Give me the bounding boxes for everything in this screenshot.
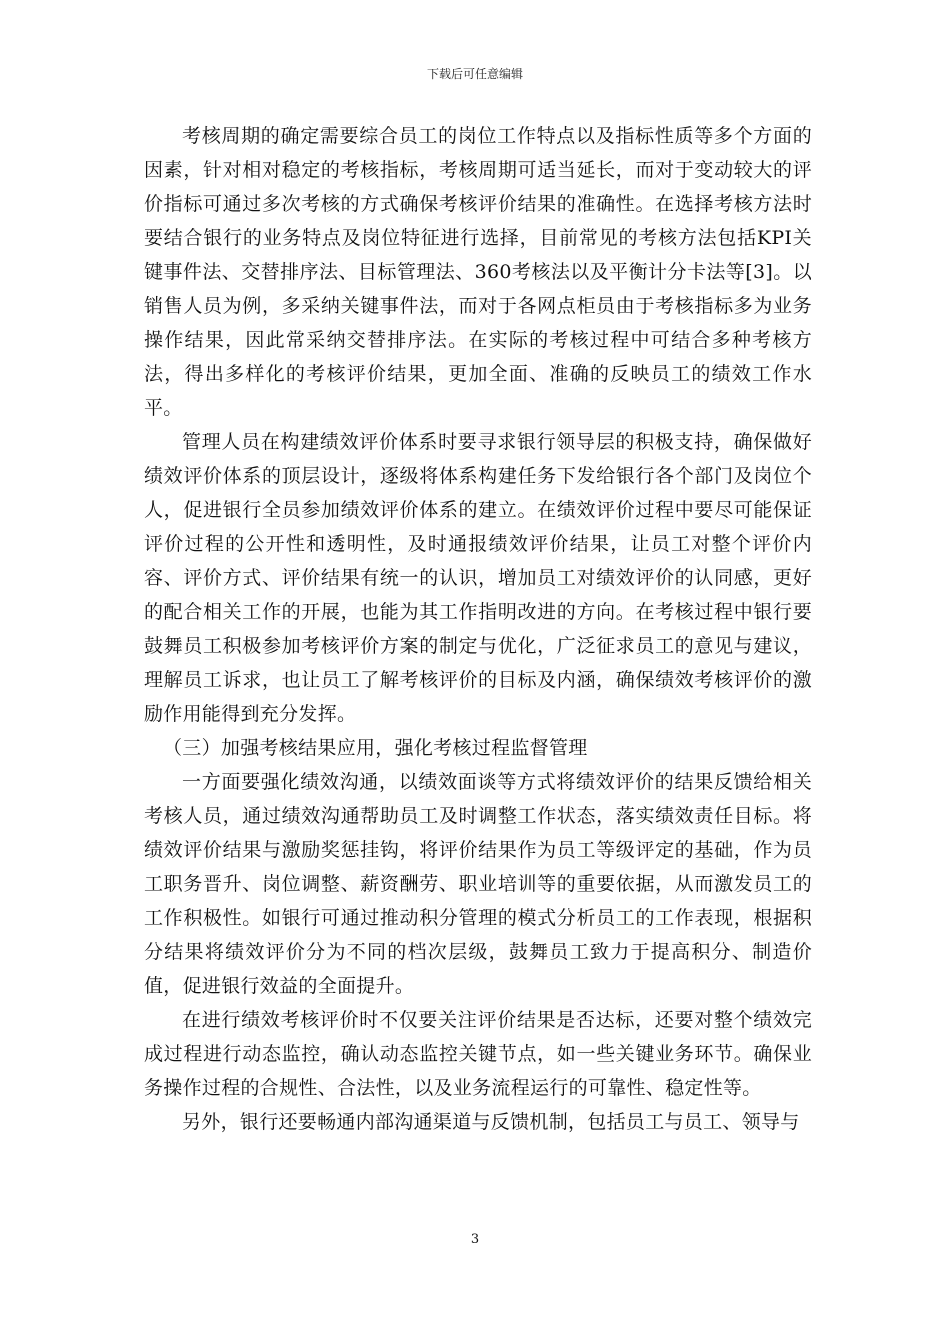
- page-number: 3: [470, 1232, 480, 1247]
- paragraph-performance-communication: 一方面要强化绩效沟通，以绩效面谈等方式将绩效评价的结果反馈给相关考核人员，通过绩效沟通帮助员工及时调整工作状态，落实绩效责任目标。将绩效评价结果与激励奖惩挂钩，将评价结果作为员工等级评定的基础，作为员工职务晋升、岗位调整、薪资酬劳、职业培训等的重要依据，从而激发员工的工作积极性。如银行可通过推动积分管理的模式分析员工的工作表现，根据积分结果将绩效评价分为不同的档次层级，鼓舞员工致力于提高积分、制造价值，促进银行效益的全面提升。: [144, 771, 812, 997]
- paragraph-feedback-mechanism: 另外，银行还要畅通内部沟通渠道与反馈机制，包括员工与员工、领导与: [182, 1111, 800, 1133]
- page-body: [144, 119, 812, 1139]
- page-header: 下载后可任意编辑: [426, 67, 523, 81]
- paragraph-assessment-cycle: 考核周期的确定需要综合员工的岗位工作特点以及指标性质等多个方面的因素，针对相对稳定的考核指标，考核周期可适当延长，而对于变动较大的评价指标可通过多次考核的方式确保考核评价结果的准确性。在选择考核方法时要结合银行的业务特点及岗位特征进行选择，目前常见的考核方法包括KPI关键事件法、交替排序法、目标管理法、360考核法以及平衡计分卡法等[3]。以销售人员为例，多采纳关键事件法，而对于各网点柜员由于考核指标多为业务操作结果，因此常采纳交替排序法。在实际的考核过程中可结合多种考核方法，得出多样化的考核评价结果，更加全面、准确的反映员工的绩效工作水平。: [144, 125, 812, 419]
- paragraph-process-monitoring: 在进行绩效考核评价时不仅要关注评价结果是否达标，还要对整个绩效完成过程进行动态监控，确认动态监控关键节点，如一些关键业务环节。确保业务操作过程的合规性、合法性，以及业务流程运行的可靠性、稳定性等。: [144, 1009, 812, 1099]
- section-heading: （三）加强考核结果应用，强化考核过程监督管理: [163, 737, 588, 759]
- paragraph-evaluation-system: 管理人员在构建绩效评价体系时要寻求银行领导层的积极支持，确保做好绩效评价体系的顶层设计，逐级将体系构建任务下发给银行各个部门及岗位个人，促进银行全员参加绩效评价体系的建立。在绩效评价过程中要尽可能保证评价过程的公开性和透明性，及时通报绩效评价结果，让员工对整个评价内容、评价方式、评价结果有统一的认识，增加员工对绩效评价的认同感，更好的配合相关工作的开展，也能为其工作指明改进的方向。在考核过程中银行要鼓舞员工积极参加考核评价方案的制定与优化，广泛征求员工的意见与建议，理解员工诉求，也让员工了解考核评价的目标及内涵，确保绩效考核评价的激励作用能得到充分发挥。: [144, 431, 812, 725]
